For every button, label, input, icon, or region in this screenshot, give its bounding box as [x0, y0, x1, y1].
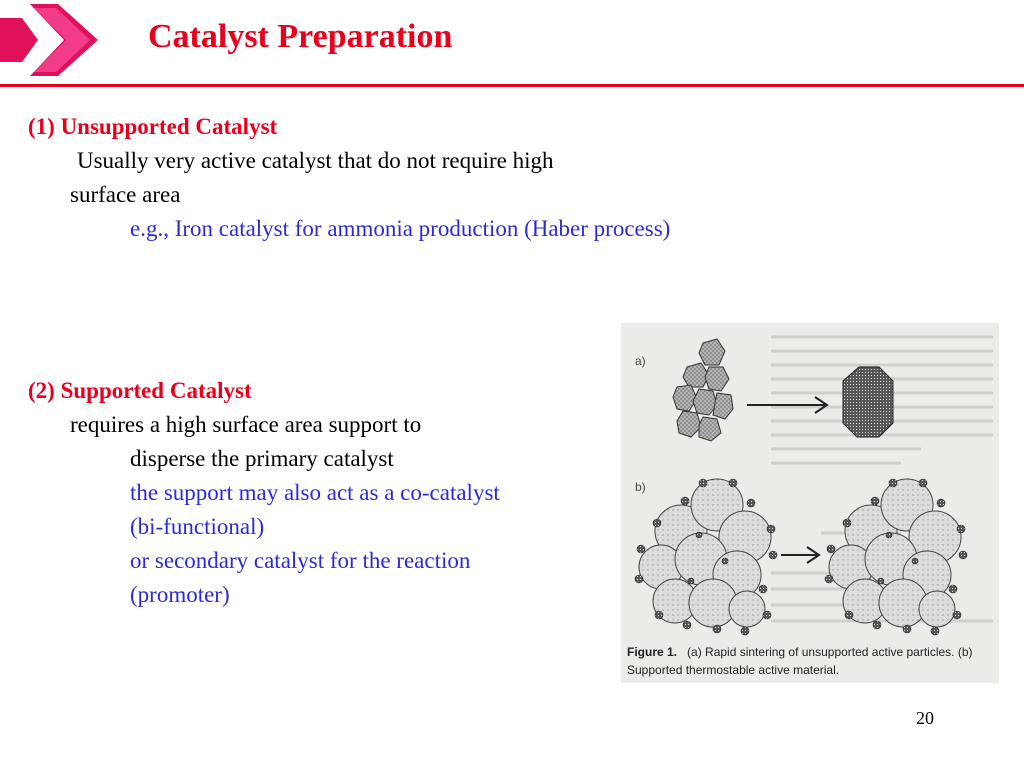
title-divider — [0, 84, 1024, 87]
arrow-b-icon — [781, 547, 819, 563]
section2-line1: requires a high surface area support to — [70, 412, 422, 437]
section2-line2: disperse the primary catalyst — [130, 446, 394, 471]
figure-caption — [627, 643, 997, 679]
figure-label-b: b) — [635, 480, 646, 494]
section1-line2: surface area — [70, 182, 181, 207]
figure-label-a: a) — [635, 354, 646, 368]
double-chevron-arrow-icon — [0, 0, 100, 80]
section1-example: e.g., Iron catalyst for ammonia production (Haber process) — [130, 216, 671, 241]
section2-line3: the support may also act as a co-catalyst — [130, 480, 500, 505]
sintered-particle — [843, 367, 893, 437]
slide-title: Catalyst Preparation — [148, 18, 453, 55]
arrow-a-icon — [747, 397, 827, 413]
section1-line1: Usually very active catalyst that do not require high — [77, 148, 554, 173]
unsupported-particles — [673, 339, 733, 441]
section2-line6: (promoter) — [130, 582, 230, 607]
supported-cluster-right — [825, 479, 967, 635]
section1-heading: (1) Unsupported Catalyst — [28, 114, 278, 139]
caption-line2: Supported thermostable active material. — [627, 663, 840, 677]
supported-cluster-left — [635, 479, 777, 635]
caption-line1: (a) Rapid sintering of unsupported active particles. (b) — [687, 645, 973, 659]
sintering-figure — [621, 323, 999, 683]
caption-label: Figure 1. — [627, 645, 678, 659]
page-number: 20 — [916, 708, 934, 728]
section2-heading: (2) Supported Catalyst — [28, 378, 252, 403]
section2-line5: or secondary catalyst for the reaction — [130, 548, 471, 573]
section2-line4: (bi-functional) — [130, 514, 265, 539]
